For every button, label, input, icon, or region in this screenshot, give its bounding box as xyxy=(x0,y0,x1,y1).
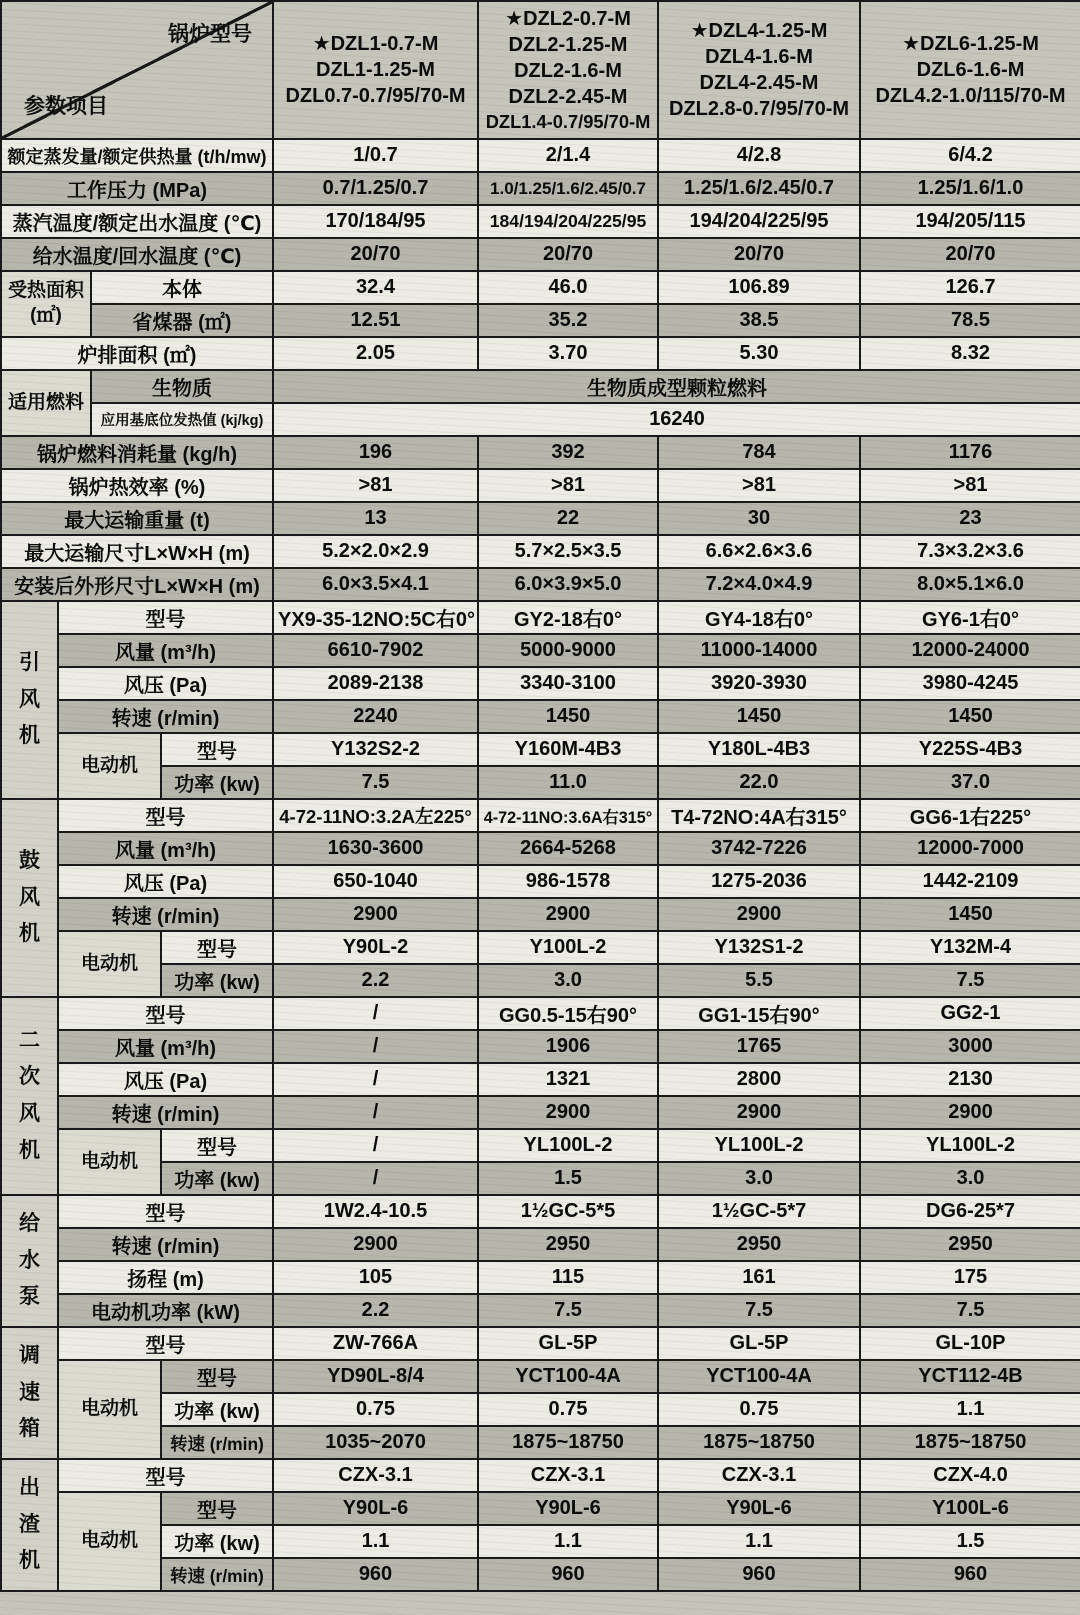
table-row xyxy=(1,502,1080,535)
table-row xyxy=(1,964,1080,997)
data-cell: 106.89 xyxy=(658,271,860,304)
data-cell: 1875~18750 xyxy=(478,1426,658,1459)
header-corner-cell xyxy=(1,1,273,139)
data-cell: 3340-3100 xyxy=(478,667,658,700)
data-cell: 2.2 xyxy=(273,964,478,997)
data-cell: 20/70 xyxy=(273,238,478,271)
data-cell: 3.0 xyxy=(478,964,658,997)
data-cell: GY6-1右0° xyxy=(860,601,1080,634)
data-cell: 1.1 xyxy=(860,1393,1080,1426)
data-cell: 194/204/225/95 xyxy=(658,205,860,238)
data-cell: 196 xyxy=(273,436,478,469)
data-cell: 32.4 xyxy=(273,271,478,304)
data-cell: >81 xyxy=(658,469,860,502)
data-cell: / xyxy=(273,1096,478,1129)
data-cell: GG2-1 xyxy=(860,997,1080,1030)
table-row xyxy=(1,370,1080,403)
table-row xyxy=(1,469,1080,502)
data-cell: 3920-3930 xyxy=(658,667,860,700)
data-cell: 20/70 xyxy=(860,238,1080,271)
data-cell: 2900 xyxy=(273,1228,478,1261)
data-cell: 3.70 xyxy=(478,337,658,370)
table-row xyxy=(1,1195,1080,1228)
header-row xyxy=(1,1,1080,139)
table-row xyxy=(1,139,1080,172)
data-cell: 7.5 xyxy=(658,1294,860,1327)
table-row xyxy=(1,1261,1080,1294)
table-row xyxy=(1,337,1080,370)
table-row xyxy=(1,1360,1080,1393)
data-cell: 37.0 xyxy=(860,766,1080,799)
group-label: 电动机 xyxy=(58,1492,161,1591)
table-row xyxy=(1,898,1080,931)
data-cell: / xyxy=(273,1162,478,1195)
data-cell: 生物质成型颗粒燃料 xyxy=(273,370,1080,403)
model-column-header-4 xyxy=(860,1,1080,139)
data-cell: 22.0 xyxy=(658,766,860,799)
data-cell: 2089-2138 xyxy=(273,667,478,700)
data-cell: 7.5 xyxy=(860,964,1080,997)
data-cell: 12000-7000 xyxy=(860,832,1080,865)
model-column-header-2 xyxy=(478,1,658,139)
data-cell: Y132S1-2 xyxy=(658,931,860,964)
table-row xyxy=(1,799,1080,832)
row-label: 额定蒸发量/额定供热量 (t/h/mw) xyxy=(1,139,273,172)
row-label: 最大运输尺寸L×W×H (m) xyxy=(1,535,273,568)
data-cell: 2950 xyxy=(658,1228,860,1261)
row-label: 功率 (kw) xyxy=(161,1393,273,1426)
section-label: 引风机 xyxy=(1,601,58,799)
data-cell: Y225S-4B3 xyxy=(860,733,1080,766)
data-cell: YCT100-4A xyxy=(658,1360,860,1393)
data-cell: 20/70 xyxy=(478,238,658,271)
data-cell: 194/205/115 xyxy=(860,205,1080,238)
data-cell: 960 xyxy=(273,1558,478,1591)
row-label: 型号 xyxy=(161,1129,273,1162)
data-cell: CZX-4.0 xyxy=(860,1459,1080,1492)
data-cell: 1450 xyxy=(658,700,860,733)
table-row xyxy=(1,667,1080,700)
row-label: 型号 xyxy=(161,733,273,766)
data-cell: 1450 xyxy=(860,898,1080,931)
table-row xyxy=(1,238,1080,271)
data-cell: Y90L-2 xyxy=(273,931,478,964)
model-column-header-3 xyxy=(658,1,860,139)
data-cell: 4-72-11NO:3.6A右315° xyxy=(478,799,658,832)
data-cell: 1875~18750 xyxy=(860,1426,1080,1459)
row-label: 最大运输重量 (t) xyxy=(1,502,273,535)
data-cell: Y160M-4B3 xyxy=(478,733,658,766)
row-label: 安装后外形尺寸L×W×H (m) xyxy=(1,568,273,601)
model-name: DZL4-2.45-M xyxy=(699,72,819,94)
table-row xyxy=(1,865,1080,898)
data-cell: YL100L-2 xyxy=(658,1129,860,1162)
data-cell: YL100L-2 xyxy=(860,1129,1080,1162)
table-row xyxy=(1,1096,1080,1129)
model-name: DZL4-1.6-M xyxy=(705,46,813,68)
row-label: 本体 xyxy=(91,271,273,304)
data-cell: 0.75 xyxy=(273,1393,478,1426)
data-cell: 1.1 xyxy=(273,1525,478,1558)
table-row xyxy=(1,1525,1080,1558)
model-name: DZL6-1.6-M xyxy=(916,59,1025,81)
data-cell: 7.3×3.2×3.6 xyxy=(860,535,1080,568)
data-cell: YCT112-4B xyxy=(860,1360,1080,1393)
data-cell: GG1-15右90° xyxy=(658,997,860,1030)
table-row xyxy=(1,634,1080,667)
data-cell: / xyxy=(273,997,478,1030)
data-cell: 5.30 xyxy=(658,337,860,370)
row-label: 功率 (kw) xyxy=(161,1525,273,1558)
data-cell: 2/1.4 xyxy=(478,139,658,172)
data-cell: Y100L-6 xyxy=(860,1492,1080,1525)
data-cell: 13 xyxy=(273,502,478,535)
group-label: 电动机 xyxy=(58,733,161,799)
table-row xyxy=(1,172,1080,205)
data-cell: 2950 xyxy=(478,1228,658,1261)
data-cell: YD90L-8/4 xyxy=(273,1360,478,1393)
data-cell: Y132S2-2 xyxy=(273,733,478,766)
row-label: 风量 (m³/h) xyxy=(58,634,273,667)
data-cell: T4-72NO:4A右315° xyxy=(658,799,860,832)
data-cell: 4/2.8 xyxy=(658,139,860,172)
data-cell: / xyxy=(273,1030,478,1063)
group-label: 电动机 xyxy=(58,931,161,997)
row-label: 工作压力 (MPa) xyxy=(1,172,273,205)
data-cell: 1765 xyxy=(658,1030,860,1063)
row-label: 省煤器 (㎡) xyxy=(91,304,273,337)
data-cell: 2800 xyxy=(658,1063,860,1096)
section-label: 调速箱 xyxy=(1,1327,58,1459)
data-cell: 7.5 xyxy=(273,766,478,799)
data-cell: 2900 xyxy=(478,1096,658,1129)
data-cell: 6/4.2 xyxy=(860,139,1080,172)
table-row xyxy=(1,832,1080,865)
data-cell: 1275-2036 xyxy=(658,865,860,898)
data-cell: 2.05 xyxy=(273,337,478,370)
table-row xyxy=(1,601,1080,634)
data-cell: 1½GC-5*7 xyxy=(658,1195,860,1228)
data-cell: 115 xyxy=(478,1261,658,1294)
data-cell: 1442-2109 xyxy=(860,865,1080,898)
data-cell: 1.5 xyxy=(478,1162,658,1195)
data-cell: 126.7 xyxy=(860,271,1080,304)
data-cell: 6.6×2.6×3.6 xyxy=(658,535,860,568)
table-row xyxy=(1,1393,1080,1426)
data-cell: 0.75 xyxy=(478,1393,658,1426)
data-cell: Y100L-2 xyxy=(478,931,658,964)
section-label: 二次风机 xyxy=(1,997,58,1195)
model-name: ★DZL4-1.25-M xyxy=(690,20,828,42)
data-cell: Y180L-4B3 xyxy=(658,733,860,766)
data-cell: 12000-24000 xyxy=(860,634,1080,667)
model-name: DZL1-1.25-M xyxy=(316,59,435,81)
data-cell: 105 xyxy=(273,1261,478,1294)
data-cell: 2130 xyxy=(860,1063,1080,1096)
table-row xyxy=(1,205,1080,238)
data-cell: Y90L-6 xyxy=(273,1492,478,1525)
row-label: 型号 xyxy=(161,1360,273,1393)
table-row xyxy=(1,436,1080,469)
data-cell: 1.0/1.25/1.6/2.45/0.7 xyxy=(478,172,658,205)
row-label: 风量 (m³/h) xyxy=(58,1030,273,1063)
row-label: 型号 xyxy=(161,1492,273,1525)
row-label: 功率 (kw) xyxy=(161,964,273,997)
table-row xyxy=(1,931,1080,964)
row-label: 锅炉热效率 (%) xyxy=(1,469,273,502)
data-cell: GL-10P xyxy=(860,1327,1080,1360)
model-name: DZL4.2-1.0/115/70-M xyxy=(875,85,1066,107)
data-cell: 2240 xyxy=(273,700,478,733)
corner-label-boiler-model: 锅炉型号 xyxy=(168,23,252,46)
data-cell: 2950 xyxy=(860,1228,1080,1261)
data-cell: 2.2 xyxy=(273,1294,478,1327)
table-row xyxy=(1,1030,1080,1063)
data-cell: 5.2×2.0×2.9 xyxy=(273,535,478,568)
data-cell: 38.5 xyxy=(658,304,860,337)
data-cell: Y90L-6 xyxy=(478,1492,658,1525)
data-cell: 960 xyxy=(478,1558,658,1591)
table-row xyxy=(1,535,1080,568)
row-label: 型号 xyxy=(161,931,273,964)
row-label: 转速 (r/min) xyxy=(58,700,273,733)
row-label: 型号 xyxy=(58,1195,273,1228)
model-name: ★DZL1-0.7-M xyxy=(312,33,439,55)
row-label: 应用基底位发热值 (kj/kg) xyxy=(91,403,273,436)
data-cell: 8.32 xyxy=(860,337,1080,370)
data-cell: 5.5 xyxy=(658,964,860,997)
row-label: 型号 xyxy=(58,601,273,634)
table-row xyxy=(1,1162,1080,1195)
row-label: 型号 xyxy=(58,1327,273,1360)
table-row xyxy=(1,403,1080,436)
table-row xyxy=(1,1492,1080,1525)
data-cell: 960 xyxy=(860,1558,1080,1591)
data-cell: 7.2×4.0×4.9 xyxy=(658,568,860,601)
data-cell: 1.25/1.6/2.45/0.7 xyxy=(658,172,860,205)
table-row xyxy=(1,568,1080,601)
data-cell: 3.0 xyxy=(658,1162,860,1195)
data-cell: 3000 xyxy=(860,1030,1080,1063)
data-cell: 1035~2070 xyxy=(273,1426,478,1459)
data-cell: 1875~18750 xyxy=(658,1426,860,1459)
table-row xyxy=(1,304,1080,337)
data-cell: 1906 xyxy=(478,1030,658,1063)
data-cell: CZX-3.1 xyxy=(658,1459,860,1492)
section-label: 给水泵 xyxy=(1,1195,58,1327)
data-cell: GY4-18右0° xyxy=(658,601,860,634)
data-cell: GY2-18右0° xyxy=(478,601,658,634)
group-label: 电动机 xyxy=(58,1360,161,1459)
data-cell: Y132M-4 xyxy=(860,931,1080,964)
data-cell: 11000-14000 xyxy=(658,634,860,667)
section-label: 鼓风机 xyxy=(1,799,58,997)
table-row xyxy=(1,271,1080,304)
table-row xyxy=(1,1558,1080,1591)
row-label: 转速 (r/min) xyxy=(161,1558,273,1591)
row-label: 转速 (r/min) xyxy=(58,1096,273,1129)
row-label: 扬程 (m) xyxy=(58,1261,273,1294)
data-cell: 175 xyxy=(860,1261,1080,1294)
table-row xyxy=(1,1063,1080,1096)
data-cell: 784 xyxy=(658,436,860,469)
data-cell: 78.5 xyxy=(860,304,1080,337)
data-cell: 1/0.7 xyxy=(273,139,478,172)
data-cell: 161 xyxy=(658,1261,860,1294)
data-cell: 1½GC-5*5 xyxy=(478,1195,658,1228)
data-cell: 46.0 xyxy=(478,271,658,304)
group-label: 电动机 xyxy=(58,1129,161,1195)
data-cell: 22 xyxy=(478,502,658,535)
data-cell: DG6-25*7 xyxy=(860,1195,1080,1228)
data-cell: 20/70 xyxy=(658,238,860,271)
data-cell: 7.5 xyxy=(478,1294,658,1327)
data-cell: 3742-7226 xyxy=(658,832,860,865)
data-cell: 12.51 xyxy=(273,304,478,337)
data-cell: / xyxy=(273,1063,478,1096)
model-name: DZL0.7-0.7/95/70-M xyxy=(285,85,466,107)
data-cell: 1.5 xyxy=(860,1525,1080,1558)
data-cell: 392 xyxy=(478,436,658,469)
table-row xyxy=(1,1327,1080,1360)
data-cell: 6610-7902 xyxy=(273,634,478,667)
row-label: 型号 xyxy=(58,799,273,832)
data-cell: Y90L-6 xyxy=(658,1492,860,1525)
data-cell: YL100L-2 xyxy=(478,1129,658,1162)
corner-label-parameter-item: 参数项目 xyxy=(24,95,108,118)
row-label: 蒸汽温度/额定出水温度 (℃) xyxy=(1,205,273,238)
data-cell: 1321 xyxy=(478,1063,658,1096)
data-cell: 6.0×3.5×4.1 xyxy=(273,568,478,601)
data-cell: 35.2 xyxy=(478,304,658,337)
section-label: 出渣机 xyxy=(1,1459,58,1591)
row-label: 锅炉燃料消耗量 (kg/h) xyxy=(1,436,273,469)
row-label: 功率 (kw) xyxy=(161,766,273,799)
table-row xyxy=(1,1459,1080,1492)
data-cell: 5000-9000 xyxy=(478,634,658,667)
model-name: DZL2.8-0.7/95/70-M xyxy=(668,98,850,120)
data-cell: 3980-4245 xyxy=(860,667,1080,700)
data-cell: 960 xyxy=(658,1558,860,1591)
table-row xyxy=(1,1129,1080,1162)
data-cell: 1630-3600 xyxy=(273,832,478,865)
data-cell: 16240 xyxy=(273,403,1080,436)
data-cell: 170/184/95 xyxy=(273,205,478,238)
data-cell: 5.7×2.5×3.5 xyxy=(478,535,658,568)
group-label: 适用燃料 xyxy=(1,370,91,436)
row-label: 型号 xyxy=(58,997,273,1030)
row-label: 型号 xyxy=(58,1459,273,1492)
row-label: 给水温度/回水温度 (℃) xyxy=(1,238,273,271)
model-name: DZL2-1.25-M xyxy=(508,34,628,57)
data-cell: 7.5 xyxy=(860,1294,1080,1327)
data-cell: GG6-1右225° xyxy=(860,799,1080,832)
data-cell: 30 xyxy=(658,502,860,535)
row-label: 风压 (Pa) xyxy=(58,667,273,700)
model-column-header-1 xyxy=(273,1,478,139)
row-label: 转速 (r/min) xyxy=(58,1228,273,1261)
data-cell: YX9-35-12NO:5C右0° xyxy=(273,601,478,634)
data-cell: ZW-766A xyxy=(273,1327,478,1360)
data-cell: CZX-3.1 xyxy=(478,1459,658,1492)
model-name: DZL2-1.6-M xyxy=(514,60,622,83)
data-cell: 1176 xyxy=(860,436,1080,469)
data-cell: 6.0×3.9×5.0 xyxy=(478,568,658,601)
model-name: DZL1.4-0.7/95/70-M xyxy=(485,111,651,133)
row-label: 风压 (Pa) xyxy=(58,865,273,898)
model-name: ★DZL2-0.7-M xyxy=(505,8,631,31)
group-label: 受热面积 (㎡) xyxy=(1,271,91,337)
data-cell: 2900 xyxy=(478,898,658,931)
table-row xyxy=(1,997,1080,1030)
table-header xyxy=(1,1,1080,139)
data-cell: 1.1 xyxy=(478,1525,658,1558)
row-label: 风量 (m³/h) xyxy=(58,832,273,865)
row-label: 转速 (r/min) xyxy=(58,898,273,931)
model-name: ★DZL6-1.25-M xyxy=(902,33,1039,55)
spec-table-body xyxy=(1,139,1080,1591)
row-label: 生物质 xyxy=(91,370,273,403)
row-label: 功率 (kw) xyxy=(161,1162,273,1195)
data-cell: 0.7/1.25/0.7 xyxy=(273,172,478,205)
data-cell: GL-5P xyxy=(478,1327,658,1360)
table-row xyxy=(1,700,1080,733)
data-cell: 2900 xyxy=(658,898,860,931)
data-cell: 650-1040 xyxy=(273,865,478,898)
data-cell: 11.0 xyxy=(478,766,658,799)
data-cell: GL-5P xyxy=(658,1327,860,1360)
data-cell: 1.25/1.6/1.0 xyxy=(860,172,1080,205)
data-cell: CZX-3.1 xyxy=(273,1459,478,1492)
row-label: 转速 (r/min) xyxy=(161,1426,273,1459)
data-cell: 1450 xyxy=(860,700,1080,733)
data-cell: YCT100-4A xyxy=(478,1360,658,1393)
row-label: 电动机功率 (kW) xyxy=(58,1294,273,1327)
data-cell: 4-72-11NO:3.2A左225° xyxy=(273,799,478,832)
data-cell: 1.1 xyxy=(658,1525,860,1558)
table-row xyxy=(1,766,1080,799)
data-cell: 1W2.4-10.5 xyxy=(273,1195,478,1228)
data-cell: 2900 xyxy=(860,1096,1080,1129)
row-label: 风压 (Pa) xyxy=(58,1063,273,1096)
table-row xyxy=(1,1426,1080,1459)
data-cell: 1450 xyxy=(478,700,658,733)
row-label: 炉排面积 (㎡) xyxy=(1,337,273,370)
data-cell: >81 xyxy=(478,469,658,502)
data-cell: 2900 xyxy=(658,1096,860,1129)
data-cell: >81 xyxy=(273,469,478,502)
data-cell: 8.0×5.1×6.0 xyxy=(860,568,1080,601)
data-cell: 2664-5268 xyxy=(478,832,658,865)
model-name: DZL2-2.45-M xyxy=(508,86,628,109)
table-row xyxy=(1,1294,1080,1327)
data-cell: 184/194/204/225/95 xyxy=(478,205,658,238)
data-cell: 986-1578 xyxy=(478,865,658,898)
data-cell: 2900 xyxy=(273,898,478,931)
data-cell: GG0.5-15右90° xyxy=(478,997,658,1030)
table-row xyxy=(1,733,1080,766)
data-cell: 3.0 xyxy=(860,1162,1080,1195)
data-cell: >81 xyxy=(860,469,1080,502)
table-row xyxy=(1,1228,1080,1261)
data-cell: 0.75 xyxy=(658,1393,860,1426)
data-cell: / xyxy=(273,1129,478,1162)
data-cell: 23 xyxy=(860,502,1080,535)
